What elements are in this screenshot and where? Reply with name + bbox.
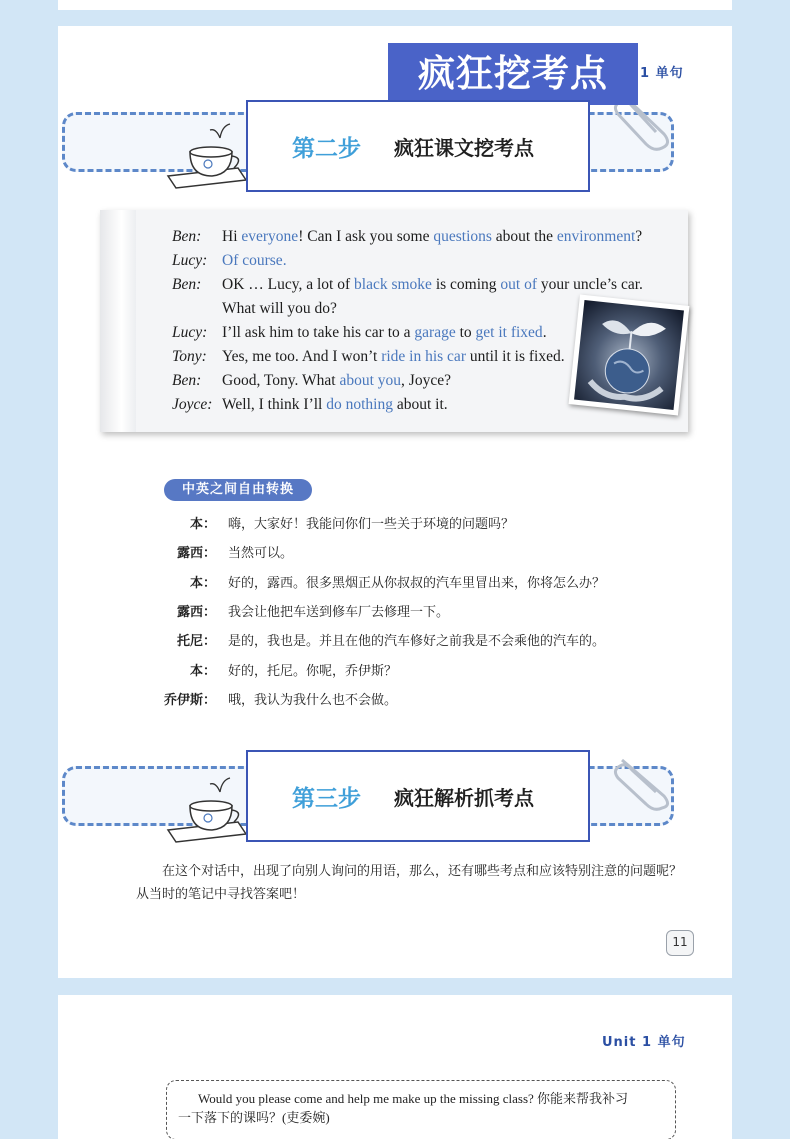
analysis-intro-text: 在这个对话中，出现了向别人询问的用语，那么，还有哪些考点和应该特别注意的问题呢？从当时的笔记中寻找答案吧！	[136, 864, 683, 902]
translation-speaker: 乔伊斯：	[163, 692, 216, 708]
highlighted-phrase: Of course	[222, 252, 283, 269]
dialogue-text: about the	[491, 228, 557, 245]
previous-page-edge	[58, 0, 732, 10]
dialogue-text: I’ll ask him to take his car to a	[222, 324, 415, 341]
earth-image	[574, 300, 684, 410]
highlighted-phrase: questions	[433, 228, 492, 245]
translation-text: 当然可以。	[228, 546, 294, 562]
dialogue-line	[222, 396, 448, 414]
step-title: 疯狂课文挖考点	[394, 136, 534, 160]
translation-speaker: 托尼：	[176, 634, 216, 650]
translation-text: 我会让他把车送到修车厂去修理一下。	[228, 604, 450, 620]
dialogue-text: Good, Tony. What	[222, 372, 340, 389]
highlighted-phrase: out of	[500, 276, 537, 293]
dialogue-text: OK … Lucy, a lot of	[222, 276, 355, 293]
page-fold	[100, 210, 136, 432]
translation-speaker: 露西：	[176, 546, 216, 562]
translation-text: 是的，我也是。并且在他的汽车修好之前我是不会乘他的汽车的。	[228, 634, 606, 650]
dialogue-text: to	[455, 324, 476, 341]
highlighted-phrase: black smoke	[354, 276, 432, 293]
dialogue-text: ?	[635, 228, 643, 245]
translation-speaker: 露西：	[176, 604, 216, 620]
translation-speaker: 本：	[189, 575, 216, 591]
unit-label: Unit 1 单句	[602, 1035, 686, 1050]
dialogue-text: about it.	[392, 396, 448, 413]
translation-speaker: 本：	[189, 663, 216, 679]
page-number: 11	[666, 930, 694, 956]
highlighted-phrase: about you	[339, 372, 402, 389]
step-three-box	[246, 750, 590, 842]
dialogue-line	[222, 324, 547, 342]
highlighted-phrase: .	[282, 252, 287, 269]
dialogue-speaker: Lucy:	[172, 252, 208, 269]
dialogue-text: , Joyce?	[401, 372, 451, 389]
dialogue-text: until it is fixed.	[465, 348, 565, 365]
dialogue-text: Hi	[222, 228, 242, 245]
dialogue-text: is coming	[431, 276, 501, 293]
dialogue-text: your uncle’s car.	[537, 276, 643, 293]
dialogue-line	[222, 348, 565, 366]
highlighted-phrase: get it fixed	[475, 324, 543, 341]
dialogue-speaker: Ben:	[172, 228, 202, 245]
dialogue-text: ! Can I ask you some	[298, 228, 434, 245]
dialogue-speaker: Ben:	[172, 276, 202, 293]
dialogue-text: Well, I think I’ll	[222, 396, 327, 413]
translation-text: 好的，露西。很多黑烟正从你叔叔的汽车里冒出来，你将怎么办？	[228, 575, 606, 591]
step-title: 疯狂解析抓考点	[394, 786, 534, 810]
step-number: 第二步	[292, 136, 361, 162]
translation-text: 哦，我认为我什么也不会做。	[228, 692, 398, 708]
example-line-2: 一下落下的课吗？(吏委婉)	[178, 1110, 330, 1125]
example-sentence	[178, 1089, 668, 1127]
step-number: 第三步	[292, 786, 361, 812]
translation-tag: 中英之间自由转换	[164, 479, 312, 501]
paperclip-icon	[612, 752, 676, 812]
highlighted-phrase: environment	[556, 228, 636, 245]
crazy-points-banner: 疯狂挖考点	[388, 43, 638, 105]
dialogue-text: What will you do?	[222, 300, 337, 317]
translation-text: 嗨，大家好！我能问你们一些关于环境的问题吗？	[228, 517, 515, 532]
dialogue-line	[222, 372, 451, 390]
highlighted-phrase: ride in his car	[381, 348, 466, 365]
translation-speaker: 本：	[189, 517, 216, 532]
step-two-box	[246, 100, 590, 192]
dialogue-line	[222, 300, 337, 318]
teacup-icon	[160, 776, 250, 846]
highlighted-phrase: garage	[414, 324, 456, 341]
dialogue-speaker: Lucy:	[172, 324, 208, 341]
teacup-icon	[160, 122, 250, 192]
dialogue-text: .	[542, 324, 547, 341]
dialogue-speaker: Tony:	[172, 348, 207, 365]
dialogue-line	[222, 252, 287, 270]
highlighted-phrase: everyone	[241, 228, 299, 245]
dialogue-speaker: Joyce:	[172, 396, 213, 413]
earth-plant-photo	[569, 295, 690, 416]
analysis-intro	[136, 860, 686, 906]
dialogue-speaker: Ben:	[172, 372, 202, 389]
highlighted-phrase: do nothing	[326, 396, 393, 413]
dialogue-line	[222, 228, 642, 246]
unit-label: 1 单句	[640, 66, 684, 81]
translation-text: 好的，托尼。你呢，乔伊斯？	[228, 663, 398, 679]
example-line-1: Would you please come and help me make up the missing class? 你能来帮我补习	[198, 1091, 629, 1106]
dialogue-line	[222, 276, 643, 294]
dialogue-text: Yes, me too. And I won’t	[222, 348, 382, 365]
